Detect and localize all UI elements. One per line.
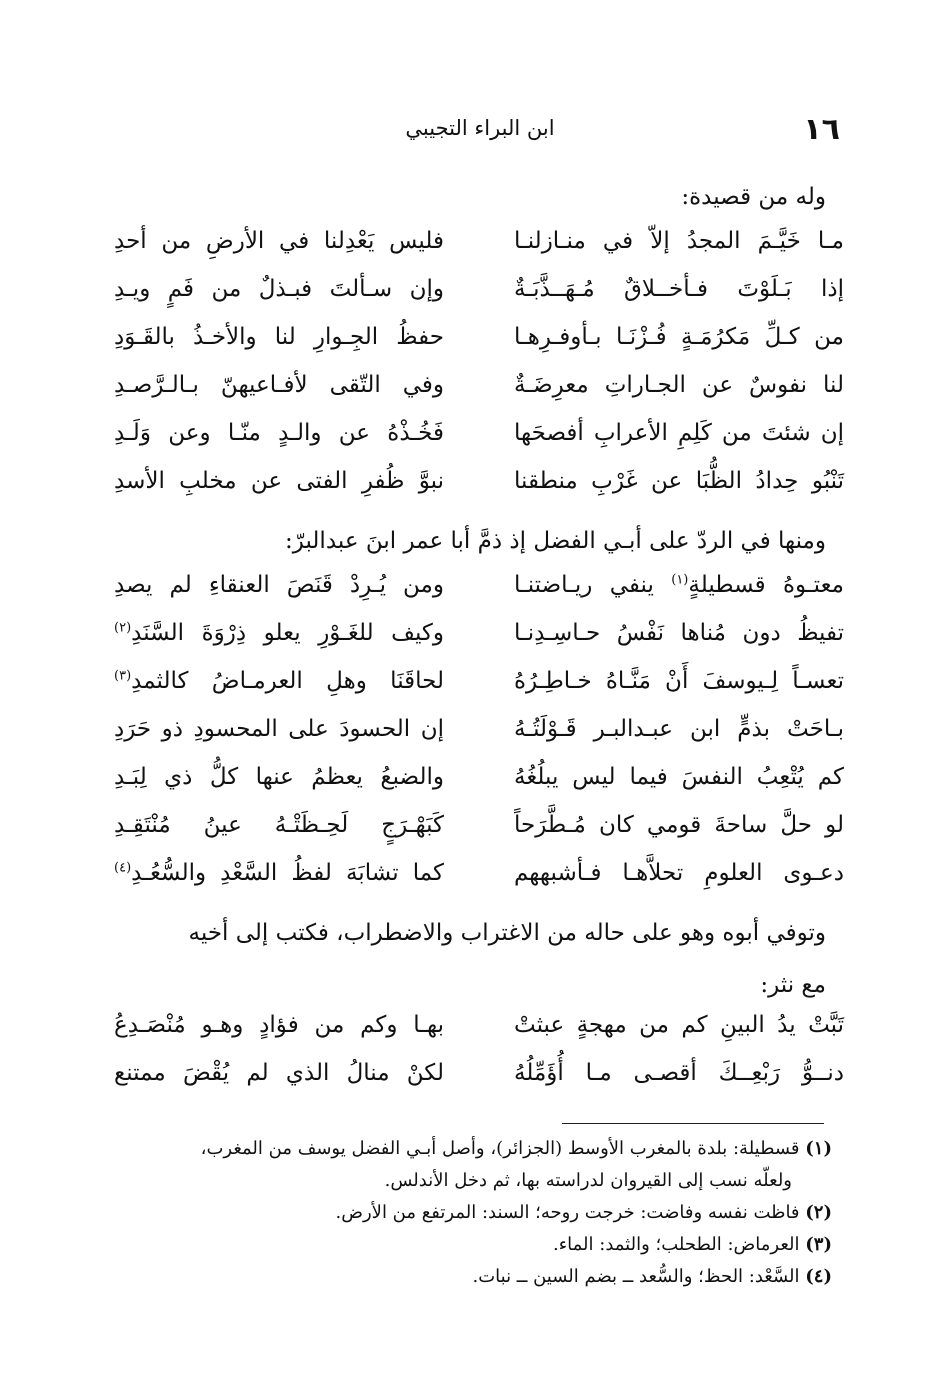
footnote-marker: (١) bbox=[671, 572, 689, 588]
verse bbox=[114, 566, 844, 614]
second-hemistich bbox=[114, 860, 444, 886]
second-hemistich bbox=[114, 572, 444, 598]
footnotes bbox=[112, 1133, 832, 1293]
verse bbox=[114, 462, 844, 510]
verse bbox=[114, 662, 844, 710]
footnote-number: (٢) bbox=[805, 1202, 832, 1223]
footnote bbox=[112, 1197, 832, 1229]
footnote-marker: (٣) bbox=[114, 668, 132, 684]
verse bbox=[114, 366, 844, 414]
first-hemistich: تَنْبُو حِدادُ الظُّبَا عن غَرْبِ منطقنا bbox=[514, 468, 844, 494]
poem-block-3 bbox=[114, 1006, 844, 1102]
first-hemistich: تعسـاً لِـيوسفَ أَنْ مَنَّـاهُ خـاطِـرُهُ bbox=[514, 668, 844, 694]
running-title: ابن البراء التجيبي bbox=[405, 116, 555, 140]
second-hemistich: إن الحسودَ على المحسودِ ذو حَرَدِ bbox=[114, 716, 444, 742]
footnote-text: قسطيلة: بلدة بالمغرب الأوسط (الجزائر)، وأصل أبـي الفضل يوسف من المغرب، bbox=[200, 1138, 800, 1159]
footnote-number: (٣) bbox=[805, 1234, 832, 1255]
second-hemistich: نبوَّ ظُفرِ الفتى عن مخلبِ الأسدِ bbox=[114, 468, 444, 494]
second-hemistich: والضبعُ يعظمُ عنها كلُّ ذي لِبَـدِ bbox=[114, 764, 444, 790]
verse bbox=[114, 854, 844, 902]
second-hemistich: بهـا وكم من فؤادٍ وهـو مُنْصَـدِعُ bbox=[114, 1012, 444, 1038]
first-hemistich: دعـوى العلومِ تحلاَّهـا فـأشبههم bbox=[514, 860, 844, 886]
footnote-text: فاظت نفسه وفاضت: خرجت روحه؛ السند: المرتفع من الأرض. bbox=[335, 1202, 800, 1223]
verse bbox=[114, 806, 844, 854]
narrative-line: وتوفي أبوه وهو على حاله من الاغتراب والاضطراب، فكتب إلى أخيه bbox=[188, 920, 826, 946]
intro-line: وله من قصيدة: bbox=[681, 184, 826, 210]
hemistich-text: معتـوهُ قسطيلةٍ bbox=[688, 572, 844, 598]
first-hemistich: إذا بَـلَوْتَ فـأخــلاقٌ مُـهَــذَّبَـةٌ bbox=[514, 276, 844, 302]
poem-block-2 bbox=[114, 566, 844, 902]
second-hemistich: فَخُـذْهُ عن والـدٍ منّـا وعن وَلَـدِ bbox=[114, 420, 444, 446]
footnote bbox=[112, 1133, 832, 1165]
footnote-text: العرماض: الطحلب؛ والثمد: الماء. bbox=[552, 1234, 800, 1255]
first-hemistich: كم يُتْعِبُ النفسَ فيما ليس يبلُغُهُ bbox=[514, 764, 844, 790]
hemistich-text: وكيف للغَـوْرِ يعلو ذِرْوَةَ السَّنَدِ bbox=[131, 620, 444, 646]
verse bbox=[114, 222, 844, 270]
page-number: ١٦ bbox=[803, 112, 840, 147]
verse bbox=[114, 1054, 844, 1102]
second-hemistich: وفي التّقى لأفـاعيهنّ بـالـرَّصـدِ bbox=[114, 372, 444, 398]
verse bbox=[114, 270, 844, 318]
hemistich-text: ومن يُـرِدْ قَنَصَ العنقاءِ لم يصدِ bbox=[114, 572, 444, 598]
second-hemistich: كَبَهْـرَجٍ لَحِـظَتْـهُ عينُ مُنْتَقِـدِ bbox=[114, 812, 444, 838]
footnote bbox=[112, 1261, 832, 1293]
verse bbox=[114, 614, 844, 662]
footnote-marker: (٢) bbox=[114, 620, 132, 636]
verse bbox=[114, 318, 844, 366]
first-hemistich: بـاحَتْ بذمٍّ ابن عبـدالبـر قَـوْلَتُـهُ bbox=[514, 716, 844, 742]
footnote-continuation: ولعلّه نسب إلى القيروان لدراسته بها، ثم دخل الأندلس. bbox=[384, 1170, 792, 1191]
hemistich-text: لحاقَنَا وهلِ العرمـاضُ كالثمدِ bbox=[131, 668, 444, 694]
hemistich-text: كما تشابَهَ لفظُ السَّعْدِ والسُّعُـدِ bbox=[131, 860, 444, 886]
second-hemistich: لكنْ منالُ الذي لم يُقْضَ ممتنع bbox=[114, 1060, 444, 1086]
footnote-divider bbox=[562, 1123, 824, 1124]
first-hemistich: دنــوُّ رَبْعِــكَ أقصـى مـا أُؤَمِّلُهُ bbox=[514, 1060, 844, 1086]
footnote-number: (٤) bbox=[805, 1266, 832, 1287]
first-hemistich: تفيظُ دون مُناها نَفْسُ حـاسِـدِنـا bbox=[514, 620, 844, 646]
narrative-line: مع نثر: bbox=[760, 972, 826, 998]
hemistich-text: ينفي ريـاضتنـا bbox=[514, 572, 672, 598]
second-hemistich bbox=[114, 620, 444, 646]
footnote-number: (١) bbox=[805, 1138, 832, 1159]
first-hemistich bbox=[514, 572, 844, 598]
verse bbox=[114, 414, 844, 462]
first-hemistich: لنا نفوسٌ عن الجـاراتِ معرِضَـةٌ bbox=[514, 372, 844, 398]
footnote bbox=[112, 1229, 832, 1261]
second-hemistich: فليس يَعْدِلنا في الأرضِ من أحدِ bbox=[114, 228, 444, 254]
first-hemistich: من كـلِّ مَكرُمَـةٍ فُـزْنَـا بـأوفـرِهـا bbox=[514, 324, 844, 350]
footnote-marker: (٤) bbox=[114, 860, 132, 876]
verse bbox=[114, 1006, 844, 1054]
first-hemistich: مـا خَيَّـمَ المجدُ إلاّ في منـازلنـا bbox=[514, 228, 844, 254]
verse bbox=[114, 710, 844, 758]
second-hemistich: وإن سـألتَ فبـذلٌ من فَمٍ ويـدِ bbox=[114, 276, 444, 302]
verse bbox=[114, 758, 844, 806]
second-hemistich: حفظُ الجِـوارِ لنا والأخـذُ بالقَـوَدِ bbox=[114, 324, 444, 350]
second-hemistich bbox=[114, 668, 444, 694]
footnote-text: السَّعْد: الحظ؛ والسُّعد ــ بضم السين ــ نبات. bbox=[472, 1266, 800, 1287]
page-header bbox=[120, 112, 840, 152]
first-hemistich: تَبَّتْ يدُ البينِ كم من مهجةٍ عبثتْ bbox=[514, 1012, 844, 1038]
first-hemistich: لو حلَّ ساحةَ قومي كان مُـطَّرَحاً bbox=[514, 812, 844, 838]
poem-block-1 bbox=[114, 222, 844, 510]
first-hemistich: إن شئتَ من كَلِمِ الأعرابِ أفصحَها bbox=[514, 420, 844, 446]
intro-line: ومنها في الردّ على أبـي الفضل إذ ذمَّ أبا عمر ابنَ عبدالبرّ: bbox=[285, 528, 826, 554]
